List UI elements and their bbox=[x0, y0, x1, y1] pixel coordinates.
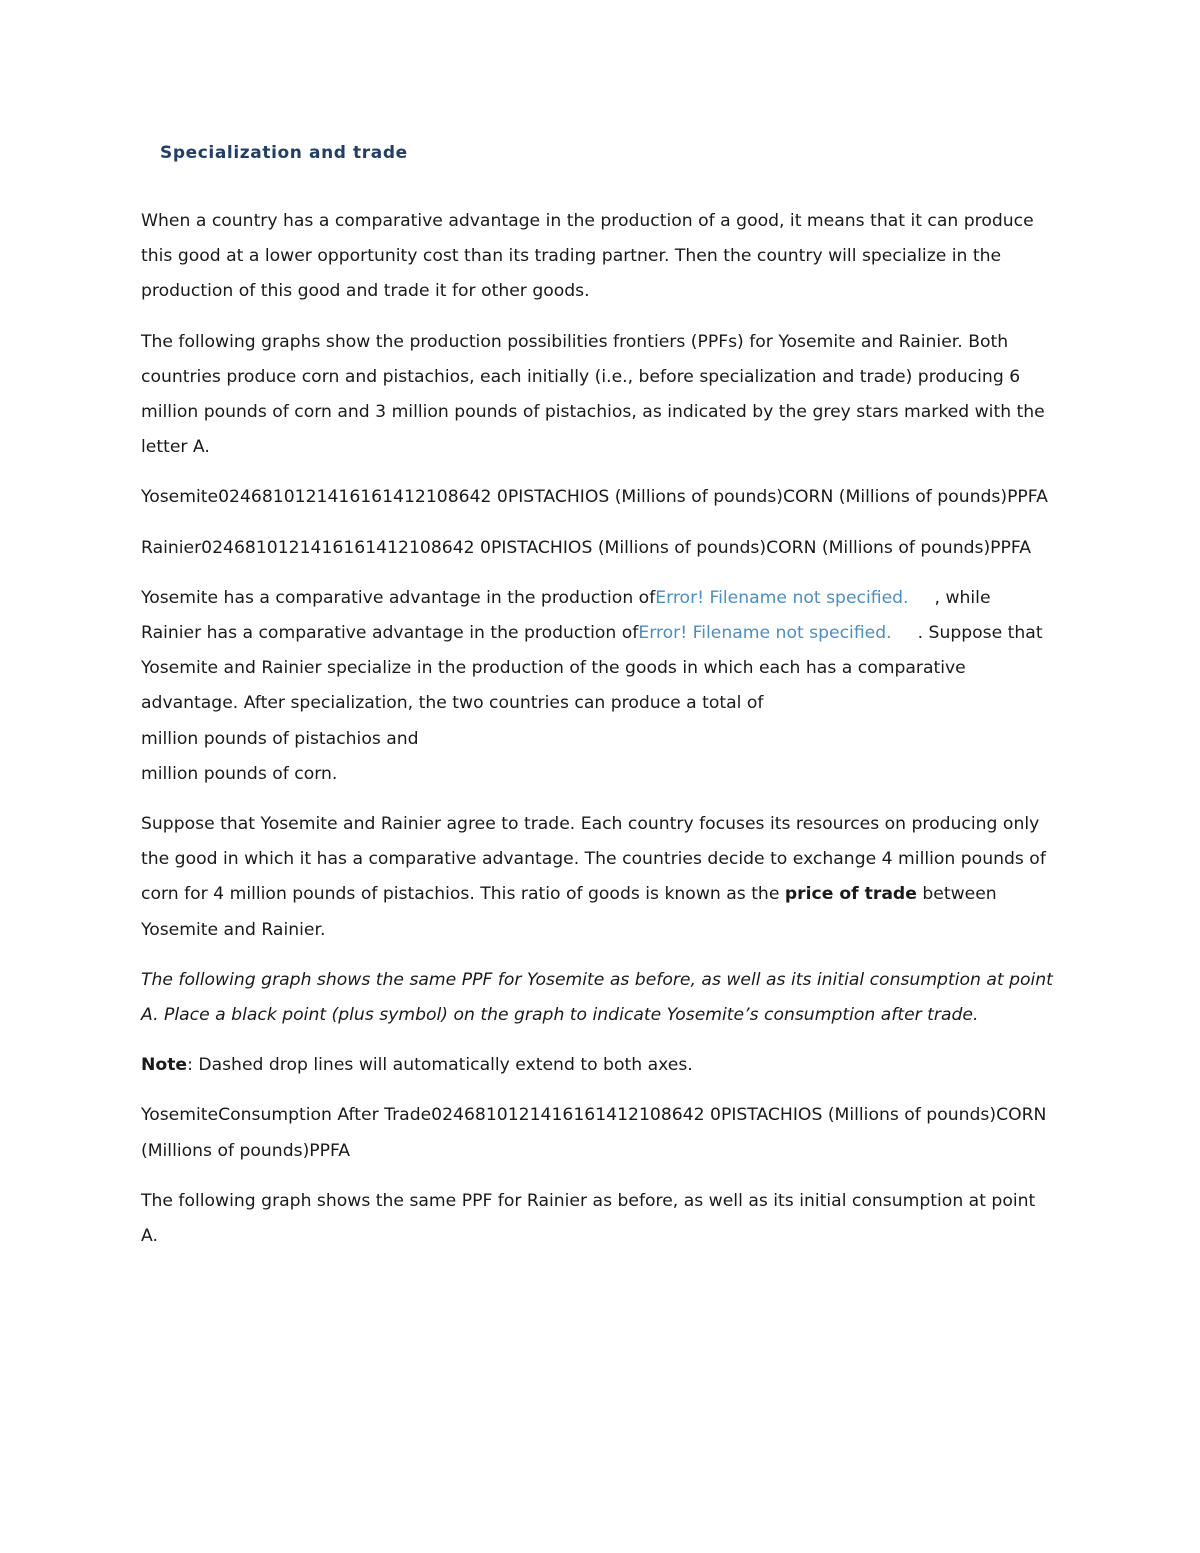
document-body bbox=[141, 140, 1056, 1269]
trade-term-bold: price of trade bbox=[784, 884, 917, 905]
graph-yosemite-trade-fallback-text: YosemiteConsumption After Trade0246810121416161412108642 0PISTACHIOS (Millions of pounds)CORN (Millions of pounds)PPFA bbox=[141, 1105, 1047, 1161]
error-placeholder-1[interactable]: Error! Filename not specified. bbox=[655, 587, 909, 608]
specialization-text-2: , while Rainier has a comparative advantage in the production of bbox=[141, 587, 991, 644]
specialization-text-1: Yosemite has a comparative advantage in the production of bbox=[141, 587, 656, 608]
paragraph-instructions-yosemite: The following graph shows the same PPF for Yosemite as before, as well as its initial consumption at point A. Place a black point (plus symbol) on the graph to indicate Yosemite’s consumption after trade. bbox=[141, 969, 1053, 1026]
paragraph-specialization bbox=[141, 581, 1056, 792]
graph-rainier-fallback-text: Rainier0246810121416161412108642 0PISTACHIOS (Millions of pounds)CORN (Millions of pounds)PPFA bbox=[141, 537, 1031, 558]
specialization-text-3: . Suppose that Yosemite and Rainier specialize in the production of the goods in which each has a comparative advantage. After specialization, the two countries can produce a total of bbox=[141, 623, 1043, 714]
paragraph-trade bbox=[141, 807, 1056, 948]
specialization-line-pistachios: million pounds of pistachios and bbox=[141, 728, 419, 749]
paragraph-comparative-advantage: When a country has a comparative advantage in the production of a good, it means that it can produce this good at a lower opportunity cost than its trading partner. Then the country will specialize in the production of this good and trade it for other goods. bbox=[141, 211, 1034, 302]
note-text: : Dashed drop lines will automatically extend to both axes. bbox=[187, 1055, 693, 1076]
note-label: Note bbox=[141, 1055, 188, 1076]
specialization-line-corn: million pounds of corn. bbox=[141, 763, 338, 784]
paragraph-rainier-graph-intro: The following graph shows the same PPF for Rainier as before, as well as its initial consumption at point A. bbox=[141, 1190, 1036, 1247]
page-title: Specialization and trade bbox=[160, 143, 408, 163]
paragraph-ppf-intro: The following graphs show the production possibilities frontiers (PPFs) for Yosemite and Rainier. Both countries produce corn and pistachios, each initially (i.e., before specialization and trade) producing 6 million pounds of corn and 3 million pounds of pistachios, as indicated by the grey stars marked with the letter A. bbox=[141, 331, 1045, 458]
trade-text-1: Suppose that Yosemite and Rainier agree to trade. Each country focuses its resources on producing only the good in which it has a comparative advantage. The countries decide to exchange 4 million pounds of corn for 4 million pounds of pistachios. This ratio of goods is known as the bbox=[141, 814, 1046, 905]
trade-text-2: between Yosemite and Rainier. bbox=[141, 884, 997, 940]
error-placeholder-2[interactable]: Error! Filename not specified. bbox=[638, 623, 892, 644]
paragraph-note bbox=[141, 1048, 1056, 1083]
graph-yosemite-fallback-text: Yosemite0246810121416161412108642 0PISTACHIOS (Millions of pounds)CORN (Millions of pounds)PPFA bbox=[141, 487, 1048, 508]
